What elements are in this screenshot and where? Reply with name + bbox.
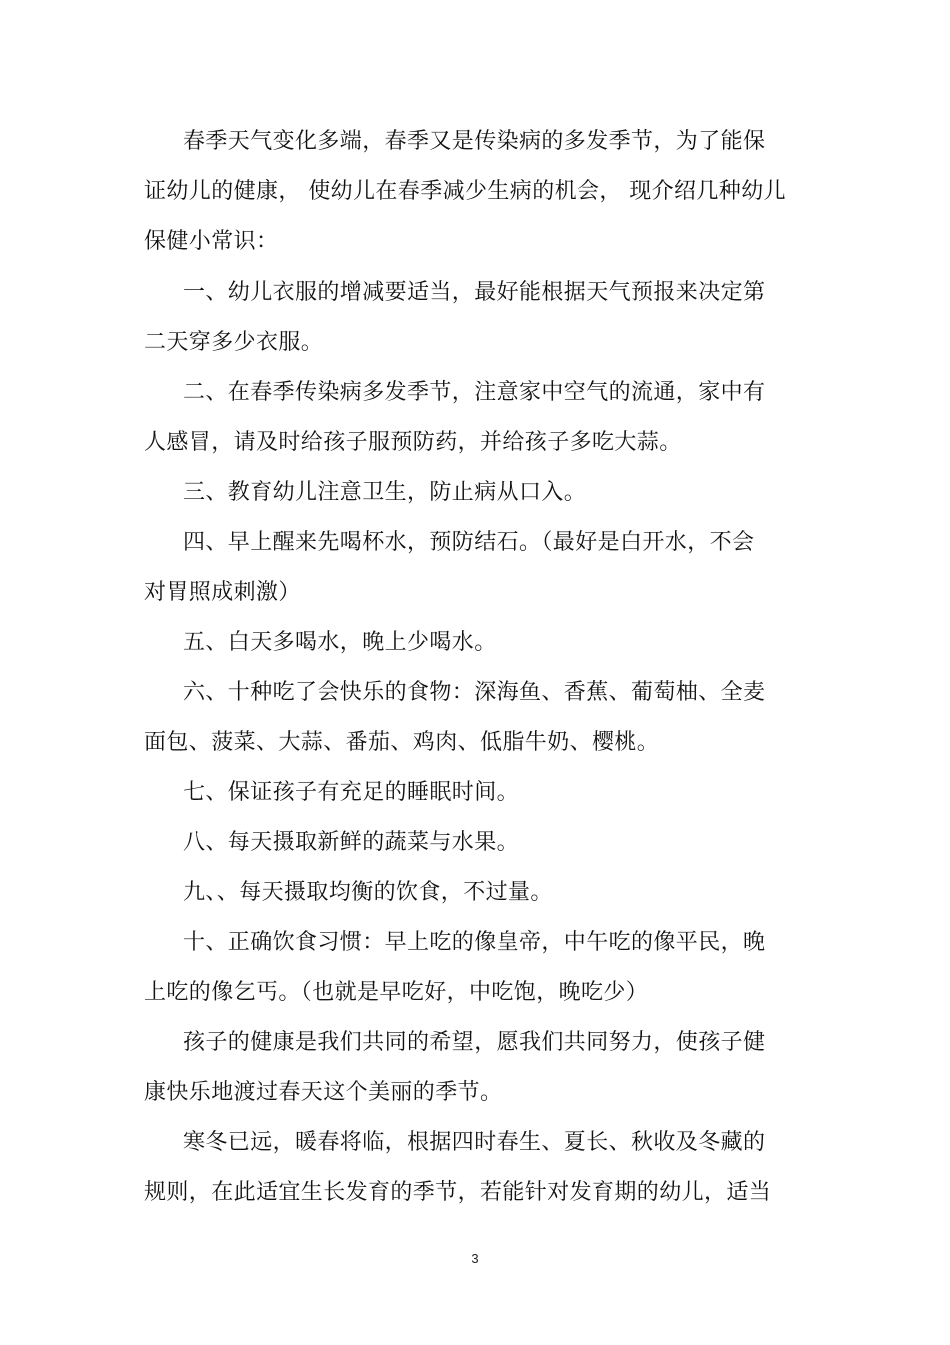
text-line: 九、、每天摄取均衡的饮食，不过量。 <box>183 880 553 905</box>
text-line: 对胃照成刺激） <box>144 580 301 605</box>
text-line: 上吃的像乞丐。（也就是早吃好，中吃饱，晚吃少） <box>144 980 649 1005</box>
text-line: 康快乐地渡过春天这个美丽的季节。 <box>144 1080 503 1105</box>
text-line: 八、每天摄取新鲜的蔬菜与水果。 <box>183 830 520 855</box>
text-line: 孩子的健康是我们共同的希望，愿我们共同努力，使孩子健 <box>183 1030 766 1055</box>
text-line: 三、教育幼儿注意卫生，防止病从口入。 <box>183 480 587 505</box>
page-number: 3 <box>471 1251 479 1266</box>
text-line: 四、早上醒来先喝杯水，预防结石。（最好是白开水，不会 <box>183 530 755 555</box>
text-line: 证幼儿的健康， 使幼儿在春季减少生病的机会， 现介绍几种幼儿 <box>144 179 786 204</box>
text-line: 二、在春季传染病多发季节，注意家中空气的流通，家中有 <box>183 380 766 405</box>
text-line: 面包、菠菜、大蒜、番茄、鸡肉、低脂牛奶、樱桃。 <box>144 730 660 755</box>
text-line: 六、十种吃了会快乐的食物：深海鱼、香蕉、葡萄柚、全麦 <box>183 680 766 705</box>
text-line: 五、白天多喝水，晚上少喝水。 <box>183 630 497 655</box>
text-line: 规则，在此适宜生长发育的季节，若能针对发育期的幼儿，适当 <box>144 1180 772 1205</box>
text-line: 人感冒，请及时给孩子服预防药，并给孩子多吃大蒜。 <box>144 430 682 455</box>
text-line: 春季天气变化多端，春季又是传染病的多发季节，为了能保 <box>183 129 766 154</box>
text-line: 一、幼儿衣服的增减要适当，最好能根据天气预报来决定第 <box>183 280 766 305</box>
text-line: 十、正确饮食习惯：早上吃的像皇帝，中午吃的像平民，晚 <box>183 930 766 955</box>
text-line: 寒冬已远，暖春将临，根据四时春生、夏长、秋收及冬藏的 <box>183 1130 766 1155</box>
text-line: 保健小常识： <box>144 229 279 254</box>
text-line: 二天穿多少衣服。 <box>144 330 324 355</box>
text-line: 七、保证孩子有充足的睡眠时间。 <box>183 780 520 805</box>
